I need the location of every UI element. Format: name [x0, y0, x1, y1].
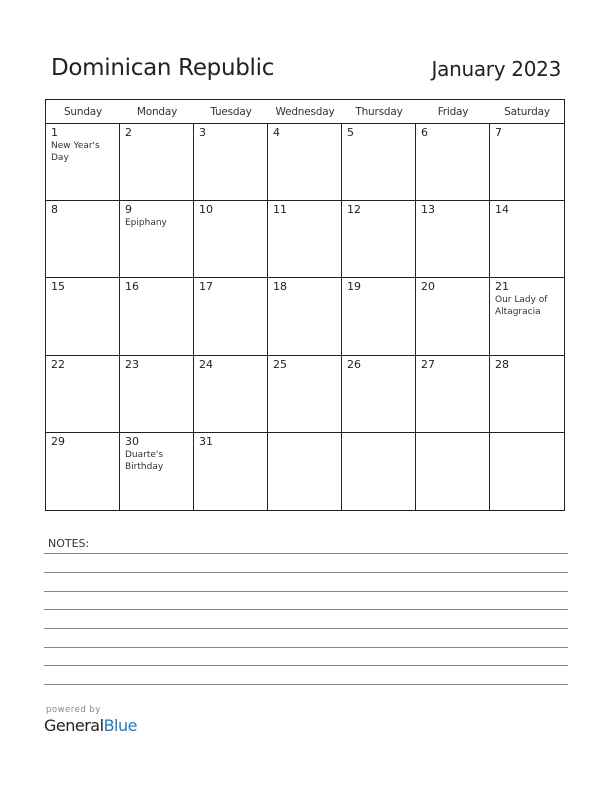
day-cell: [268, 278, 342, 355]
day-number: 22: [51, 357, 65, 371]
day-cell: [194, 124, 268, 201]
notes-line: [44, 591, 568, 592]
day-cell: [46, 433, 120, 510]
day-number: 18: [273, 280, 287, 294]
brand-general: General: [44, 716, 104, 735]
day-number: 1: [51, 126, 58, 139]
notes-line: [44, 572, 568, 573]
day-cell: [416, 278, 490, 355]
day-cell: [342, 433, 416, 510]
day-cell: [416, 124, 490, 201]
day-number: 17: [199, 280, 213, 294]
day-cell: [490, 124, 564, 201]
day-cell: [46, 201, 120, 278]
day-number: 11: [273, 203, 287, 217]
day-cell: [268, 201, 342, 278]
day-cell: [490, 356, 564, 433]
holiday-label: Our Lady of Altagracia: [495, 295, 548, 318]
day-cell: [342, 201, 416, 278]
day-number: 31: [199, 434, 213, 448]
day-number: 3: [199, 126, 206, 139]
day-cell: [268, 124, 342, 201]
day-number: 20: [421, 280, 435, 294]
day-number: 23: [125, 357, 139, 371]
weekday-tuesday: Tuesday: [210, 106, 252, 118]
day-cell: [120, 356, 194, 433]
weekday-friday: Friday: [437, 106, 469, 118]
notes-line: [44, 684, 568, 685]
day-cell: [46, 356, 120, 433]
day-number: 27: [421, 357, 435, 371]
day-cell: [194, 356, 268, 433]
notes-line: [44, 609, 568, 610]
weekday-saturday: Saturday: [504, 106, 550, 118]
day-number: 21: [495, 280, 509, 294]
day-number: 30: [125, 434, 139, 448]
day-cell: [120, 278, 194, 355]
notes-line: [44, 553, 568, 554]
day-cell: [416, 433, 490, 510]
day-number: 16: [125, 280, 139, 294]
notes-line: [44, 665, 568, 666]
day-number: 14: [495, 203, 509, 217]
day-number: 26: [347, 357, 361, 371]
day-number: 9: [125, 203, 132, 217]
day-cell: [342, 124, 416, 201]
calendar-grid: [45, 99, 565, 511]
weekday-wednesday: Wednesday: [275, 106, 335, 118]
day-cell: [120, 124, 194, 201]
day-number: 8: [51, 203, 58, 217]
notes-label: NOTES:: [48, 537, 90, 550]
day-number: 19: [347, 280, 361, 294]
day-number: 24: [199, 357, 213, 371]
day-number: 10: [199, 203, 213, 217]
weekday-thursday: Thursday: [355, 106, 403, 118]
notes-line: [44, 628, 568, 629]
day-number: 13: [421, 203, 435, 217]
day-number: 7: [495, 126, 502, 139]
powered-by-text: powered by: [46, 705, 101, 715]
day-cell: [268, 356, 342, 433]
day-cell: [268, 433, 342, 510]
day-cell: [490, 433, 564, 510]
day-cell: [342, 356, 416, 433]
day-cell: [46, 278, 120, 355]
day-number: 5: [347, 126, 354, 139]
month-year: January 2023: [431, 57, 561, 81]
weekday-header: [46, 100, 564, 124]
holiday-label: Epiphany: [125, 218, 167, 229]
day-number: 2: [125, 126, 132, 139]
day-cell: [194, 201, 268, 278]
notes-line: [44, 647, 568, 648]
page-title: Dominican Republic: [51, 55, 275, 81]
weekday-monday: Monday: [136, 106, 178, 118]
day-number: 29: [51, 434, 65, 448]
brand-blue: Blue: [103, 716, 137, 735]
day-cell: [120, 433, 194, 510]
day-cell: [46, 124, 120, 201]
day-cell: [342, 278, 416, 355]
day-cell: [194, 433, 268, 510]
day-number: 15: [51, 280, 65, 294]
day-number: 12: [347, 203, 361, 217]
weekday-sunday: Sunday: [63, 106, 103, 118]
day-number: 6: [421, 126, 428, 139]
day-cell: [490, 278, 564, 355]
holiday-label: New Year's Day: [51, 141, 100, 163]
day-cell: [120, 201, 194, 278]
day-cell: [416, 201, 490, 278]
day-cell: [194, 278, 268, 355]
day-number: 25: [273, 357, 287, 371]
day-cell: [490, 201, 564, 278]
generalblue-logo: [44, 716, 137, 735]
holiday-label: Duarte's Birthday: [125, 449, 164, 472]
day-cell: [416, 356, 490, 433]
day-cells: [46, 124, 564, 510]
day-number: 28: [495, 357, 509, 371]
day-number: 4: [273, 126, 280, 139]
